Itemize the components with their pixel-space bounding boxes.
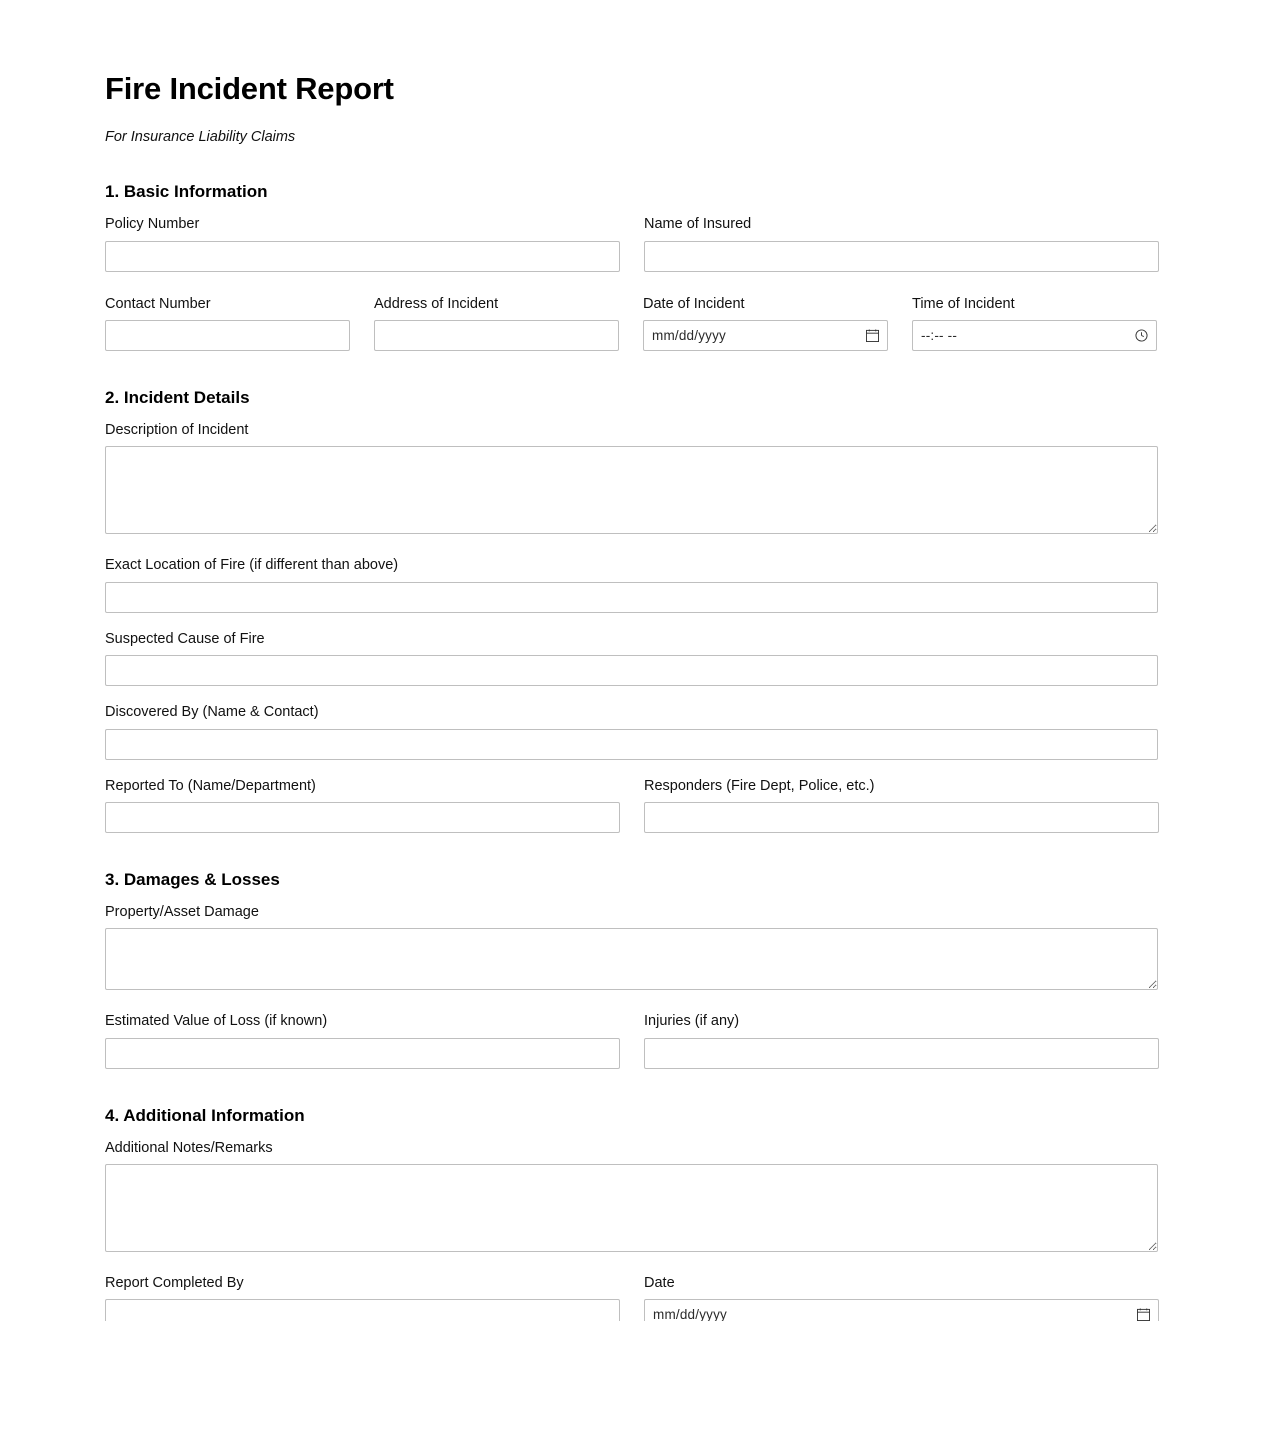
field-contact-number — [105, 296, 350, 351]
report-completed-by-input[interactable] — [105, 1299, 620, 1321]
column-gap — [619, 296, 643, 351]
field-additional-notes — [105, 1140, 1158, 1257]
date-input[interactable] — [644, 1299, 1159, 1321]
additional-notes-textarea[interactable] — [105, 1164, 1158, 1252]
page-title: Fire Incident Report — [105, 71, 394, 106]
label-additional-notes: Additional Notes/Remarks — [105, 1139, 273, 1156]
field-injuries — [644, 1013, 1159, 1068]
label-policy-number: Policy Number — [105, 216, 200, 233]
label-exact-location: Exact Location of Fire (if different than above) — [105, 557, 399, 574]
label-date-of-incident: Date of Incident — [643, 295, 745, 312]
row-contact-address-date-time — [105, 296, 1158, 351]
row-policy-insured — [105, 216, 1158, 271]
field-time-of-incident — [912, 296, 1157, 351]
policy-number-input[interactable] — [105, 241, 620, 272]
description-of-incident-textarea[interactable] — [105, 446, 1158, 534]
exact-location-input[interactable] — [105, 582, 1158, 613]
date-placeholder: mm/dd/yyyy — [653, 1307, 728, 1322]
date-of-incident-input[interactable] — [643, 320, 888, 351]
field-estimated-value-of-loss — [105, 1013, 620, 1068]
field-name-of-insured — [644, 216, 1159, 271]
field-policy-number — [105, 216, 620, 271]
row-reported-responders — [105, 778, 1158, 833]
label-date: Date — [644, 1275, 675, 1292]
label-reported-to: Reported To (Name/Department) — [105, 777, 316, 794]
label-responders: Responders (Fire Dept, Police, etc.) — [644, 777, 875, 794]
label-contact-number: Contact Number — [105, 295, 211, 312]
column-gap — [350, 296, 374, 351]
field-description-of-incident — [105, 422, 1158, 539]
label-suspected-cause: Suspected Cause of Fire — [105, 630, 265, 647]
label-time-of-incident: Time of Incident — [912, 295, 1015, 312]
section-heading-additional-information: 4. Additional Information — [105, 1105, 305, 1125]
date-of-incident-placeholder: mm/dd/yyyy — [652, 327, 727, 343]
section-heading-basic-information: 1. Basic Information — [105, 182, 268, 202]
report-completed-by-clip — [105, 1299, 620, 1321]
calendar-icon[interactable] — [866, 329, 879, 342]
field-property-asset-damage — [105, 904, 1158, 995]
label-address-of-incident: Address of Incident — [374, 295, 499, 312]
time-of-incident-input[interactable] — [912, 320, 1157, 351]
row-spacer — [105, 272, 1158, 296]
column-gap — [620, 778, 644, 833]
injuries-input[interactable] — [644, 1038, 1159, 1069]
field-date-of-incident — [643, 296, 888, 351]
name-of-insured-input[interactable] — [644, 241, 1159, 272]
column-gap — [620, 1013, 644, 1068]
address-of-incident-input[interactable] — [374, 320, 619, 351]
label-description-of-incident: Description of Incident — [105, 421, 249, 438]
property-asset-damage-textarea[interactable] — [105, 928, 1158, 990]
row-loss-injuries — [105, 1013, 1158, 1068]
column-gap — [620, 216, 644, 271]
date-clip — [644, 1299, 1159, 1321]
reported-to-input[interactable] — [105, 802, 620, 833]
label-estimated-value-of-loss: Estimated Value of Loss (if known) — [105, 1013, 328, 1030]
discovered-by-input[interactable] — [105, 729, 1158, 760]
field-date — [644, 1275, 1159, 1321]
clock-icon[interactable] — [1135, 329, 1148, 342]
time-of-incident-placeholder: --:-- -- — [921, 327, 958, 343]
column-gap — [620, 1275, 644, 1321]
field-address-of-incident — [374, 296, 619, 351]
page-subtitle: For Insurance Liability Claims — [105, 129, 296, 146]
label-discovered-by: Discovered By (Name & Contact) — [105, 704, 319, 721]
section-heading-incident-details: 2. Incident Details — [105, 387, 250, 407]
contact-number-input[interactable] — [105, 320, 350, 351]
label-injuries: Injuries (if any) — [644, 1013, 740, 1030]
column-gap — [888, 296, 912, 351]
field-responders — [644, 778, 1159, 833]
section-heading-damages-losses: 3. Damages & Losses — [105, 869, 280, 889]
responders-input[interactable] — [644, 802, 1159, 833]
row-completed-by-date — [105, 1275, 1158, 1321]
label-property-asset-damage: Property/Asset Damage — [105, 903, 259, 920]
label-name-of-insured: Name of Insured — [644, 216, 752, 233]
field-report-completed-by — [105, 1275, 620, 1321]
field-reported-to — [105, 778, 620, 833]
field-suspected-cause — [105, 631, 1158, 686]
suspected-cause-input[interactable] — [105, 655, 1158, 686]
estimated-value-of-loss-input[interactable] — [105, 1038, 620, 1069]
label-report-completed-by: Report Completed By — [105, 1275, 244, 1292]
calendar-icon[interactable] — [1137, 1308, 1150, 1321]
field-discovered-by — [105, 704, 1158, 759]
field-exact-location — [105, 557, 1158, 612]
